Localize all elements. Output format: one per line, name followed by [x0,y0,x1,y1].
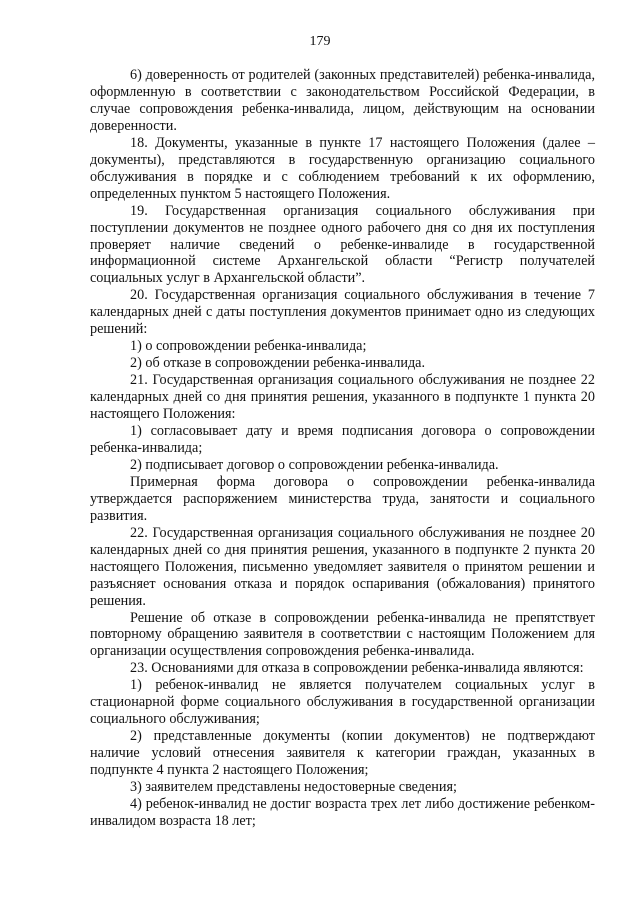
paragraph-20: 20. Государственная организация социального обслуживания в течение 7 календарных дней с даты поступления документов принимает одно из следующих решений: [90,287,595,338]
paragraph-22: 22. Государственная организация социального обслуживания не позднее 20 календарных дней со дня принятия решения, указанного в подпункте 2 пункта 20 настоящего Положения, письменно уведомляет заявителя о принятом решении и разъясняет основания отказа и порядок оспаривания (обжалования) принятого решения. [90,524,595,609]
paragraph-18: 18. Документы, указанные в пункте 17 настоящего Положения (далее – документы), представляются в государственную организацию социального обслуживания в порядке и с соблюдением требований к их оформлению, определенных пунктом 5 настоящего Положения. [90,134,595,202]
paragraph-23-item-3: 3) заявителем представлены недостоверные сведения; [130,779,457,796]
page-number: 179 [309,34,331,49]
paragraph-23-item-4: 4) ребенок-инвалид не достиг возраста трех лет либо достижение ребенком-инвалидом возраста 18 лет; [90,795,595,829]
paragraph-refusal-no-obstacle: Решение об отказе в сопровождении ребенка-инвалида не препятствует повторному обращению заявителя в соответствии с настоящим Положением для организации осуществления сопровождения ребенка-инвалида. [90,609,595,660]
paragraph-item-6-power-of-attorney: 6) доверенность от родителей (законных представителей) ребенка-инвалида, оформленную в соответствии с законодательством Российской Федерации, в случае сопровождения ребенка-инвалида, лицом, действующим на основании доверенности. [90,67,595,134]
paragraph-23-item-2: 2) представленные документы (копии документов) не подтверждают наличие условий отнесения заявителя к категории граждан, указанных в подпункте 4 пункта 2 настоящего Положения; [90,728,595,779]
paragraph-20-item-1: 1) о сопровождении ребенка-инвалида; [130,338,367,355]
paragraph-21-item-2: 2) подписывает договор о сопровождении ребенка-инвалида. [130,456,499,473]
paragraph-19: 19. Государственная организация социального обслуживания при поступлении документов не позднее одного рабочего дня со дня их поступления проверяет наличие сведений о ребенке-инвалиде в государственной информационной системе Архангельской области “Регистр получателей социальных услуг в Архангельской области”. [90,202,595,287]
paragraph-23: 23. Основаниями для отказа в сопровождении ребенка-инвалида являются: [130,660,584,677]
paragraph-21-item-1: 1) согласовывает дату и время подписания договора о сопровождении ребенка-инвалида; [90,423,595,456]
paragraph-contract-form: Примерная форма договора о сопровождении ребенка-инвалида утверждается распоряжением министерства труда, занятости и социального развития. [90,473,595,524]
document-body [90,67,595,830]
paragraph-21: 21. Государственная организация социального обслуживания не позднее 22 календарных дней со дня принятия решения, указанного в подпункте 1 пункта 20 настоящего Положения: [90,372,595,423]
paragraph-23-item-1: 1) ребенок-инвалид не является получателем социальных услуг в стационарной форме социального обслуживания в государственной организации социального обслуживания; [90,677,595,728]
paragraph-20-item-2: 2) об отказе в сопровождении ребенка-инвалида. [130,355,426,372]
